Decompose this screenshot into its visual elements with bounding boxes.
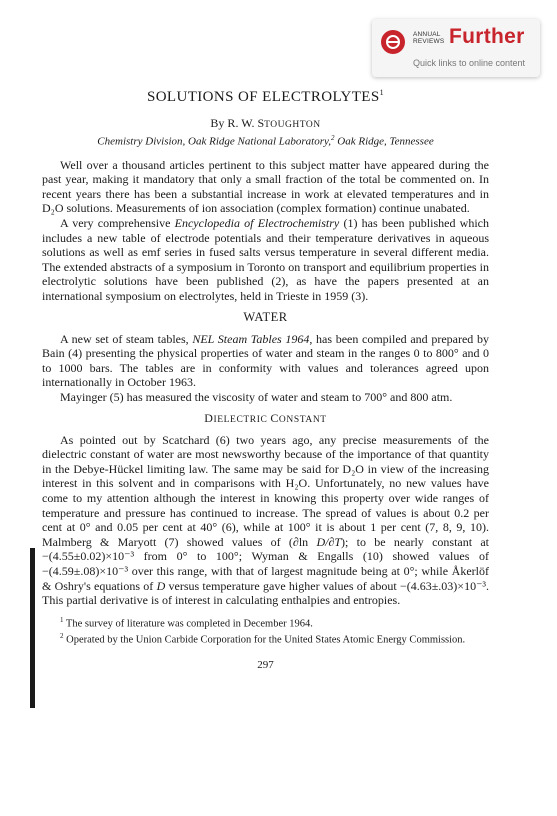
author-initial-r: R xyxy=(227,116,236,130)
badge-subtitle[interactable]: Quick links to online content xyxy=(413,58,526,68)
author-surname-rest: TOUGHTON xyxy=(264,120,321,130)
dielectric-heading-rest1: IELECTRIC xyxy=(213,414,271,425)
encyclopedia-title: Encyclopedia of Electrochemistry xyxy=(174,216,340,231)
article-title xyxy=(42,88,489,106)
footnote-1-mark: 1 xyxy=(60,615,64,624)
dielectric-paragraph-1 xyxy=(42,433,489,608)
steam-tables-title: NEL Steam Tables 1964 xyxy=(192,331,310,346)
water-paragraph-2: Mayinger (5) has measured the viscosity of water and steam to 700° and 800 atm. xyxy=(60,389,453,404)
article-author: By R. W. STOUGHTON xyxy=(210,116,321,130)
badge-brand-small xyxy=(413,31,444,45)
author-surname-initial: S xyxy=(257,116,265,130)
water-p1-text-a: A new set of steam tables, xyxy=(60,331,193,346)
dielectric-d-symbol: D xyxy=(156,578,166,593)
dielectric-heading-rest2: ONSTANT xyxy=(278,414,327,425)
footnotes xyxy=(42,614,489,647)
further-badge[interactable] xyxy=(372,19,540,77)
footnote-2-mark: 2 xyxy=(60,632,64,641)
author-initial-w: W xyxy=(241,116,252,130)
margin-bar xyxy=(30,548,35,708)
dielectric-p1-text-a: As pointed out by Scatchard (6) two years ago, any precise measurements of the dielectric constant of water are most newsworthy because of the importance of that quantity in the Debye-Hückel limiting law. The same may be said for D₂O in view of the increasing interest in this solvent and in comparisons with H₂O. Unfortunately, no new values have come to my attention although the interest in knowing this property over wide ranges of temperature and pressure has continued to increase. The spread of values is about 0.2 per cent at 0° and 0.05 per cent at 40° (6), while at 100° it is about 1 per cent (7, 8, 9, 10). Malmberg & Maryott (7) showed values of (∂ln xyxy=(42,432,489,549)
dielectric-p1-text-c: versus temperature gave higher values of about −(4.63±.03)×10⁻³. This partial derivative is of interest in calculating enthalpies and entropies. xyxy=(42,578,489,608)
section-heading-dielectric xyxy=(42,411,489,426)
dielectric-derivative-symbol: D/∂T xyxy=(316,534,342,549)
badge-brand-further: Further xyxy=(449,25,525,48)
affiliation-text: Chemistry Division, Oak Ridge National Laboratory, xyxy=(97,135,332,148)
intro-p2-text-a: A very comprehensive xyxy=(60,216,175,231)
dielectric-heading-d: D xyxy=(204,410,214,425)
affiliation-tail: Oak Ridge, Tennessee xyxy=(334,135,434,148)
footnote-1 xyxy=(42,614,489,631)
intro-paragraph-2 xyxy=(42,216,489,304)
intro-p2-text-b: (1) has been published which includes a new table of electrode potentials and their temperature derivatives in aqueous solutions as well as emf series in fused salts versus temperature in several different media. The extended abstracts of a symposium in Toronto on transport and equilibrium properties in electrolytic solutions have been published (2), as have the papers presented at an international symposium on electrolytes, held in Trieste in 1959 (3). xyxy=(42,216,489,303)
water-paragraph-1 xyxy=(42,332,489,390)
water-p1-text-b: , has been compiled and prepared by Bain (4) presenting the physical properties of water and steam in the ranges 0 to 800° and 0 to 1000 bars. The tables are in conformity with values and tolerances agreed upon internationally in October 1963. xyxy=(42,331,489,390)
title-text: SOLUTIONS OF ELECTROLYTES xyxy=(146,89,380,105)
footnote-2 xyxy=(42,630,489,647)
logo-mark-icon xyxy=(385,34,401,50)
article-page xyxy=(42,88,489,671)
footnote-1-text: The survey of literature was completed in December 1964. xyxy=(63,618,313,630)
dielectric-heading-c: C xyxy=(270,410,279,425)
section-heading-water: WATER xyxy=(243,309,288,324)
footnote-2-text: Operated by the Union Carbide Corporation for the United States Atomic Energy Commission. xyxy=(63,634,466,646)
dielectric-p1-text-b: ); to be nearly constant at −(4.55±0.02)×10⁻³ from 0° to 100°; Wyman & Engalls (10) showed values of −(4.59±.08)×10⁻³ over this range, with that of largest magnitude being at 0°; while Åkerlöf & Oshry's equations of xyxy=(42,534,489,593)
affiliation-footnote-mark: 2 xyxy=(331,134,335,142)
author-prefix: By xyxy=(210,116,228,130)
author-affiliation xyxy=(42,134,489,148)
title-footnote-mark: 1 xyxy=(379,88,385,97)
page-number: 297 xyxy=(257,658,274,671)
intro-paragraph-1: Well over a thousand articles pertinent to this subject matter have appeared during the past year, making it mandatory that only a small fraction of the total be commented on. In recent years there has been a substantial increase in work at elevated temperatures and in D₂O solutions. Measurements of ion association (complex formation) continue unabated. xyxy=(42,157,489,216)
badge-brand-reviews: REVIEWS xyxy=(413,38,445,45)
badge-brand-annual: ANNUAL xyxy=(413,31,441,38)
annual-reviews-logo-icon xyxy=(381,30,405,54)
